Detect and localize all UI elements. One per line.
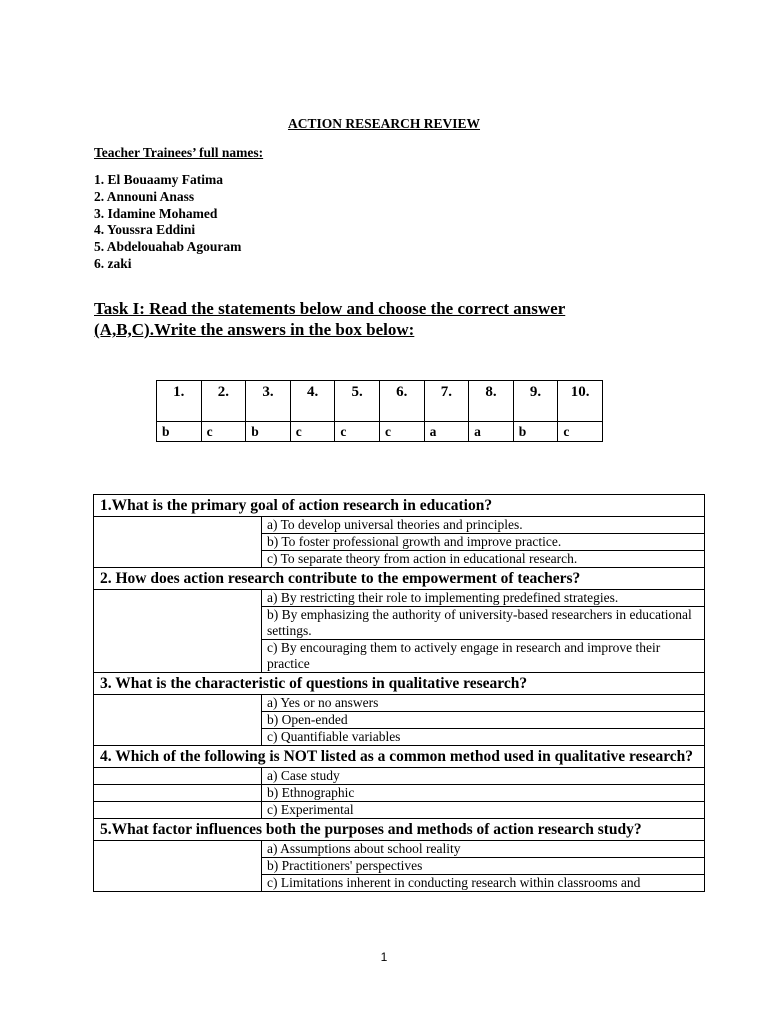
question-text: 5.What factor influences both the purposes and methods of action research study?: [94, 819, 705, 841]
answer-number-row: [157, 381, 603, 422]
option-row: [94, 785, 705, 802]
question-row: [94, 819, 705, 841]
option-row: [94, 768, 705, 785]
question-row: [94, 746, 705, 768]
question-text: 2. How does action research contribute to the empowerment of teachers?: [94, 568, 705, 590]
name-item: 5. Abdelouahab Agouram: [94, 239, 242, 255]
answer-number-cell: 8.: [469, 381, 514, 422]
answer-letter-cell[interactable]: c: [379, 422, 424, 442]
option-text: a) Yes or no answers: [262, 695, 705, 712]
option-text: c) Limitations inherent in conducting research within classrooms and: [262, 875, 705, 892]
question-text: 4. Which of the following is NOT listed as a common method used in qualitative research?: [94, 746, 705, 768]
question-row: [94, 495, 705, 517]
name-item: 6. zaki: [94, 255, 132, 271]
option-text: b) By emphasizing the authority of university-based researchers in educational settings.: [262, 607, 705, 640]
answer-number-cell: 2.: [201, 381, 246, 422]
option-text: b) Open-ended: [262, 712, 705, 729]
question-text: 1.What is the primary goal of action research in education?: [94, 495, 705, 517]
answer-letter-cell[interactable]: c: [290, 422, 335, 442]
quiz-table: [93, 494, 705, 892]
answer-letter-cell[interactable]: c: [558, 422, 603, 442]
option-text: c) By encouraging them to actively engage in research and improve their practice: [262, 640, 705, 673]
page-number: 1: [380, 950, 388, 964]
question-row: [94, 568, 705, 590]
names-label: Teacher Trainees’ full names:: [94, 145, 264, 160]
question-row: [94, 673, 705, 695]
option-text: c) Quantifiable variables: [262, 729, 705, 746]
option-text: a) Case study: [262, 768, 705, 785]
question-text: 3. What is the characteristic of questions in qualitative research?: [94, 673, 705, 695]
answer-letter-cell[interactable]: c: [201, 422, 246, 442]
answer-letter-cell[interactable]: c: [335, 422, 380, 442]
option-row: [94, 695, 705, 712]
option-text: b) Practitioners' perspectives: [262, 858, 705, 875]
names-list: [94, 172, 241, 273]
answer-number-cell: 4.: [290, 381, 335, 422]
answer-letter-cell[interactable]: b: [246, 422, 291, 442]
answer-number-cell: 7.: [424, 381, 469, 422]
answer-number-cell: 6.: [379, 381, 424, 422]
answer-number-cell: 1.: [157, 381, 202, 422]
option-text: b) To foster professional growth and improve practice.: [262, 534, 705, 551]
option-row: [94, 590, 705, 607]
answer-letter-row: [157, 422, 603, 442]
task-line: (A,B,C).Write the answers in the box below:: [94, 320, 415, 339]
answer-number-cell: 3.: [246, 381, 291, 422]
blank-cell: [94, 590, 262, 673]
blank-cell: [94, 785, 262, 802]
answer-letter-cell[interactable]: b: [513, 422, 558, 442]
name-item: 3. Idamine Mohamed: [94, 205, 218, 221]
answer-letter-cell[interactable]: a: [469, 422, 514, 442]
task-line: Task I: Read the statements below and choose the correct answer: [94, 299, 566, 318]
blank-cell: [94, 517, 262, 568]
answer-number-cell: 10.: [558, 381, 603, 422]
name-item: 2. Announi Anass: [94, 188, 195, 204]
name-item: 1. El Bouaamy Fatima: [94, 172, 224, 187]
option-text: c) Experimental: [262, 802, 705, 819]
task-instructions: [94, 298, 654, 340]
answer-number-cell: 5.: [335, 381, 380, 422]
option-text: a) To develop universal theories and principles.: [262, 517, 705, 534]
option-text: a) By restricting their role to implementing predefined strategies.: [262, 590, 705, 607]
name-item: 4. Youssra Eddini: [94, 222, 196, 238]
option-row: [94, 517, 705, 534]
blank-cell: [94, 802, 262, 819]
document-title: ACTION RESEARCH REVIEW: [287, 116, 481, 131]
answer-letter-cell[interactable]: a: [424, 422, 469, 442]
blank-cell: [94, 768, 262, 785]
option-text: b) Ethnographic: [262, 785, 705, 802]
option-text: c) To separate theory from action in educational research.: [262, 551, 705, 568]
answer-number-cell: 9.: [513, 381, 558, 422]
option-row: [94, 802, 705, 819]
option-row: [94, 841, 705, 858]
option-text: a) Assumptions about school reality: [262, 841, 705, 858]
answer-letter-cell[interactable]: b: [157, 422, 202, 442]
blank-cell: [94, 841, 262, 892]
blank-cell: [94, 695, 262, 746]
answer-box: [156, 380, 603, 442]
